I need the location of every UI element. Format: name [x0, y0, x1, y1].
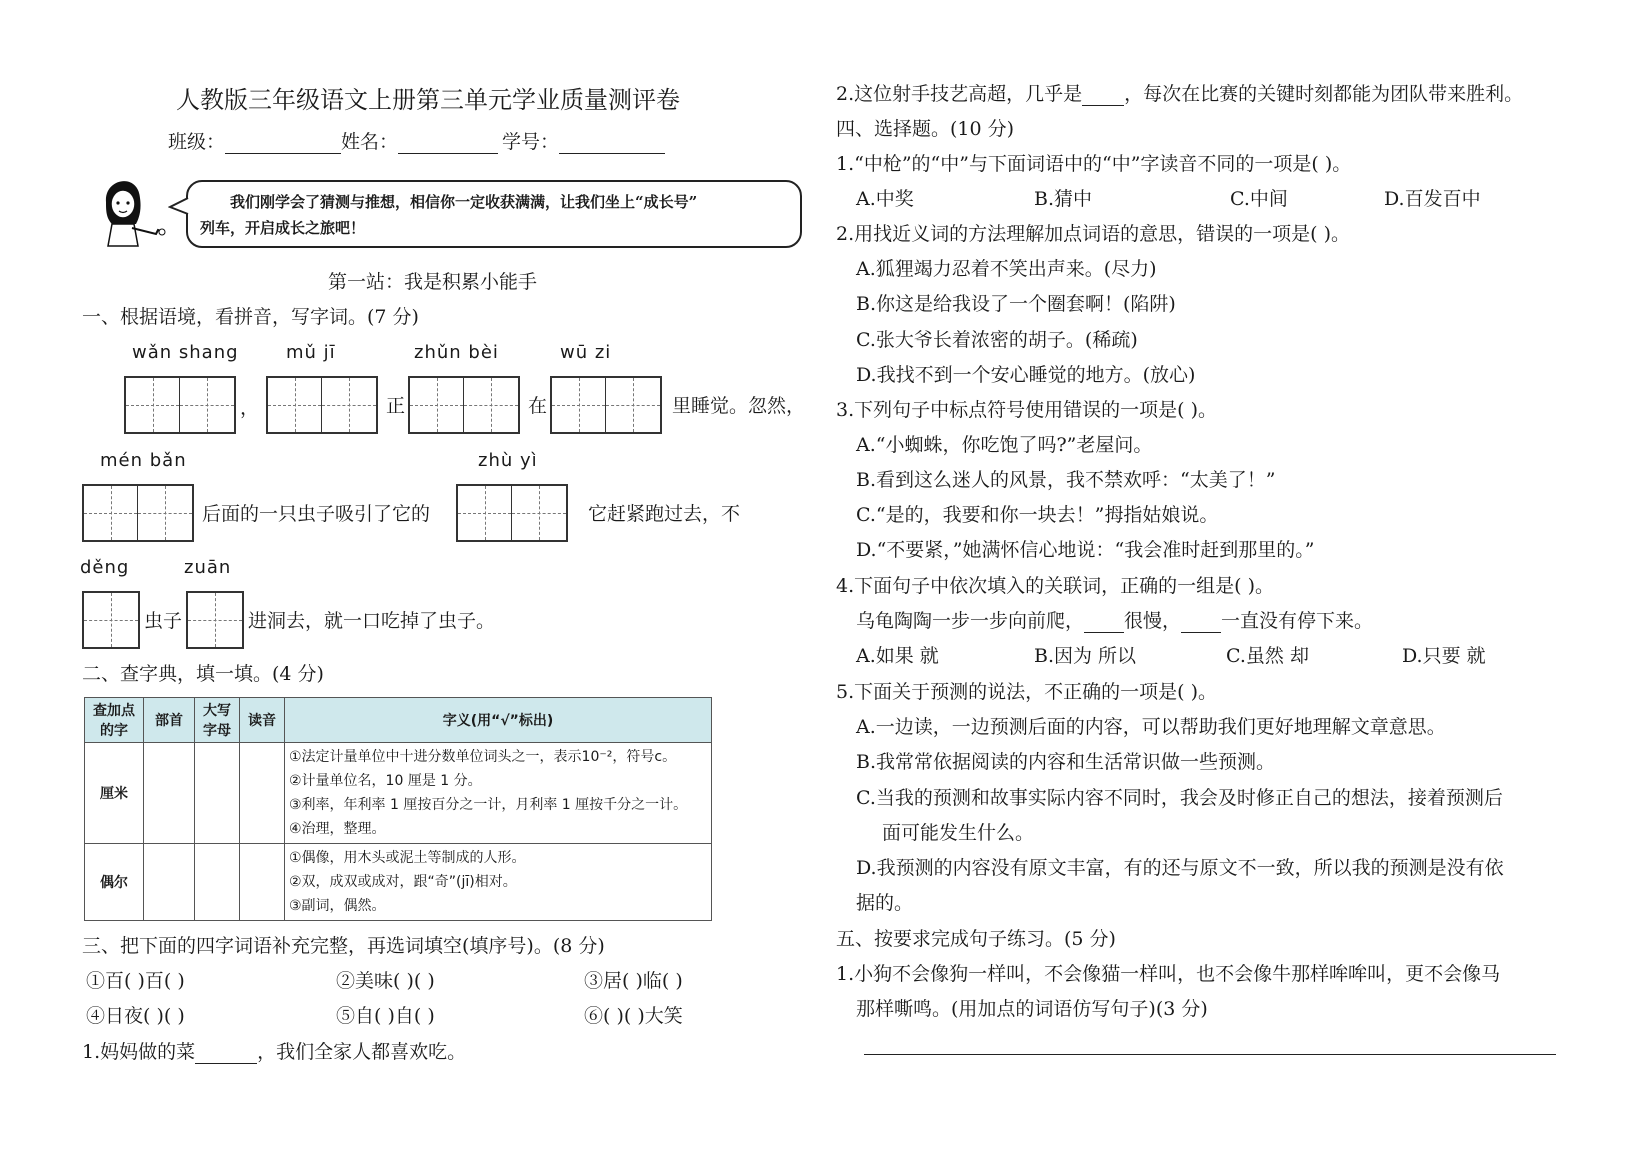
q4-5-option-b[interactable]: B.我常常依据阅读的内容和生活常识做一些预测。: [856, 751, 1276, 773]
answer-line[interactable]: [864, 1054, 1556, 1055]
q4-1-option-b[interactable]: B.猜中: [1034, 188, 1093, 210]
table-row: [85, 844, 712, 921]
q4-4-sentence: 乌龟陶陶一步一步向前爬， 很慢， 一直没有停下来。: [856, 610, 1374, 632]
text-end2: 它赶紧跑过去，不: [588, 503, 741, 525]
q4-3-option-d[interactable]: D.“不要紧，”她满怀信心地说：“我会准时赶到那里的。”: [856, 539, 1315, 561]
q4-4-question: 4.下面句子中依次填入的关联词，正确的一组是( )。: [836, 575, 1274, 597]
text-chongzi: 虫子: [144, 610, 183, 632]
definition[interactable]: ②计量单位名，10 厘是 1 分。: [289, 773, 482, 789]
col-pronunciation: 读音: [240, 698, 285, 743]
meaning-cell: [285, 743, 712, 844]
blank-3[interactable]: [1084, 612, 1124, 633]
letter-cell[interactable]: [195, 743, 240, 844]
q4-4-option-a[interactable]: A.如果 就: [856, 645, 939, 667]
student-info: [168, 130, 665, 154]
answer-grid-8[interactable]: [186, 591, 244, 649]
pinyin-2: mǔ jī: [286, 342, 336, 363]
pronunciation-cell[interactable]: [240, 844, 285, 921]
q4-5-option-d-cont: 据的。: [856, 892, 914, 914]
q1-heading: 一、根据语境，看拼音，写字词。(7 分): [82, 306, 419, 328]
definition[interactable]: ③利率，年利率 1 厘按百分之一计，月利率 1 厘按千分之一计。: [289, 797, 688, 813]
idiom-item-1[interactable]: ①百( )百( ): [86, 970, 185, 992]
q2-heading: 二、查字典，填一填。(4 分): [82, 663, 324, 685]
meaning-cell: [285, 844, 712, 921]
q4-4-option-b[interactable]: B.因为 所以: [1034, 645, 1137, 667]
q4-3-option-b[interactable]: B.看到这么迷人的风景，我不禁欢呼：“太美了！”: [856, 469, 1276, 491]
class-label: 班级：: [168, 131, 226, 153]
name-label: 姓名：: [341, 131, 399, 153]
definition[interactable]: ①偶像，用木头或泥土等制成的人形。: [289, 850, 526, 866]
definition[interactable]: ③副词，偶然。: [289, 898, 386, 914]
bubble-text: 我们刚学会了猜测与推想，相信你一定收获满满，让我们坐上“成长号” 列车，开启成长之旅吧！: [200, 193, 698, 237]
q4-1-question: 1.“中枪”的“中”与下面词语中的“中”字读音不同的一项是( )。: [836, 153, 1352, 175]
radical-cell[interactable]: [144, 743, 195, 844]
q4-4-option-c[interactable]: C.虽然 却: [1226, 645, 1309, 667]
text-end1: 里睡觉。忽然，: [672, 395, 806, 417]
text-end3: 进洞去，就一口吃掉了虫子。: [248, 610, 496, 632]
blank-4[interactable]: [1181, 612, 1221, 633]
idiom-item-5[interactable]: ⑤自( )自( ): [336, 1005, 435, 1027]
q4-5-question: 5.下面关于预测的说法，不正确的一项是( )。: [836, 681, 1217, 703]
pinyin-5: mén bǎn: [100, 450, 187, 471]
station-title: 第一站：我是积累小能手: [328, 271, 538, 293]
answer-grid-3[interactable]: [408, 376, 520, 434]
q4-5-option-a[interactable]: A.一边读，一边预测后面的内容，可以帮助我们更好地理解文章意思。: [856, 716, 1446, 738]
q4-5-option-d[interactable]: D.我预测的内容没有原文丰富，有的还与原文不一致，所以我的预测是没有依: [856, 857, 1504, 879]
q4-3-option-a[interactable]: A.“小蜘蛛，你吃饱了吗?”老屋问。: [856, 434, 1153, 456]
q4-4-option-d[interactable]: D.只要 就: [1402, 645, 1486, 667]
pinyin-4: wū zi: [560, 342, 612, 363]
answer-grid-4[interactable]: [550, 376, 662, 434]
q4-2-option-d[interactable]: D.我找不到一个安心睡觉的地方。(放心): [856, 364, 1196, 386]
id-field[interactable]: [559, 133, 665, 154]
q3-heading: 三、把下面的四字词语补充完整，再选词填空(填序号)。(8 分): [82, 935, 605, 957]
pronunciation-cell[interactable]: [240, 743, 285, 844]
pinyin-3: zhǔn bèi: [414, 342, 499, 363]
pinyin-1: wǎn shang: [132, 342, 239, 363]
q4-3-question: 3.下列句子中标点符号使用错误的一项是( )。: [836, 399, 1217, 421]
blank-2[interactable]: [1082, 85, 1124, 106]
col-meaning: 字义(用“√”标出): [285, 698, 712, 743]
letter-cell[interactable]: [195, 844, 240, 921]
col-letter: 大写字母: [195, 698, 240, 743]
bubble-tail-icon: [168, 196, 190, 218]
q5-1-question-cont: 那样嘶鸣。(用加点的词语仿写句子)(3 分): [856, 998, 1208, 1020]
q5-1-question: 1.小狗不会像狗一样叫，不会像猫一样叫，也不会像牛那样哞哞叫，更不会像马: [836, 963, 1501, 985]
q4-5-option-c-cont: 面可能发生什么。: [882, 822, 1035, 844]
q4-3-option-c[interactable]: C.“是的，我要和你一块去！”拇指姑娘说。: [856, 504, 1219, 526]
girl-illustration-icon: [98, 172, 170, 250]
answer-grid-5[interactable]: [82, 484, 194, 542]
col-radical: 部首: [144, 698, 195, 743]
q4-2-option-c[interactable]: C.张大爷长着浓密的胡子。(稀疏): [856, 329, 1138, 351]
text-mid: 后面的一只虫子吸引了它的: [202, 503, 431, 525]
idiom-item-6[interactable]: ⑥( )( )大笑: [584, 1005, 683, 1027]
class-field[interactable]: [225, 133, 341, 154]
fill-sentence-1: 1.妈妈做的菜 ，我们全家人都喜欢吃。: [82, 1041, 467, 1063]
page-title: 人教版三年级语文上册第三单元学业质量测评卷: [176, 86, 680, 114]
radical-cell[interactable]: [144, 844, 195, 921]
table-row: [85, 743, 712, 844]
definition[interactable]: ①法定计量单位中十进分数单位词头之一，表示10⁻²，符号c。: [289, 749, 677, 765]
blank-1[interactable]: [195, 1043, 257, 1064]
text-zai: 在: [528, 395, 548, 417]
idiom-item-4[interactable]: ④日夜( )( ): [86, 1005, 185, 1027]
word-cell: 厘米: [85, 743, 144, 844]
table-header-row: [85, 698, 712, 743]
definition[interactable]: ④治理，整理。: [289, 821, 386, 837]
name-field[interactable]: [398, 133, 498, 154]
q4-1-option-a[interactable]: A.中奖: [856, 188, 914, 210]
q4-2-option-b[interactable]: B.你这是给我设了一个圈套啊！(陷阱): [856, 293, 1176, 315]
dictionary-table: [84, 697, 712, 921]
pinyin-7: děng: [80, 557, 130, 578]
idiom-item-3[interactable]: ③居( )临( ): [584, 970, 683, 992]
q4-5-option-c[interactable]: C.当我的预测和故事实际内容不同时，我会及时修正自己的想法，接着预测后: [856, 787, 1503, 809]
answer-grid-1[interactable]: [124, 376, 236, 434]
pinyin-8: zuān: [184, 557, 232, 578]
text-zheng: 正: [386, 395, 406, 417]
answer-grid-7[interactable]: [82, 591, 140, 649]
fill-sentence-2: 2.这位射手技艺高超，几乎是 ，每次在比赛的关键时刻都能为团队带来胜利。: [836, 83, 1524, 105]
definition[interactable]: ②双，成双或成对，跟“奇”(jī)相对。: [289, 874, 517, 890]
id-label: 学号：: [502, 131, 560, 153]
text-comma: ，: [240, 397, 260, 419]
idiom-item-2[interactable]: ②美味( )( ): [336, 970, 435, 992]
q4-heading: 四、选择题。(10 分): [836, 118, 1015, 140]
q5-heading: 五、按要求完成句子练习。(5 分): [836, 928, 1116, 950]
col-word: 查加点的字: [85, 698, 144, 743]
q4-1-option-c[interactable]: C.中间: [1230, 188, 1288, 210]
q4-2-option-a[interactable]: A.狐狸竭力忍着不笑出声来。(尽力): [856, 258, 1157, 280]
q4-2-question: 2.用找近义词的方法理解加点词语的意思，错误的一项是( )。: [836, 223, 1350, 245]
answer-grid-6[interactable]: [456, 484, 568, 542]
q4-1-option-d[interactable]: D.百发百中: [1384, 188, 1481, 210]
pinyin-6: zhù yì: [478, 450, 538, 471]
word-cell: 偶尔: [85, 844, 144, 921]
answer-grid-2[interactable]: [266, 376, 378, 434]
